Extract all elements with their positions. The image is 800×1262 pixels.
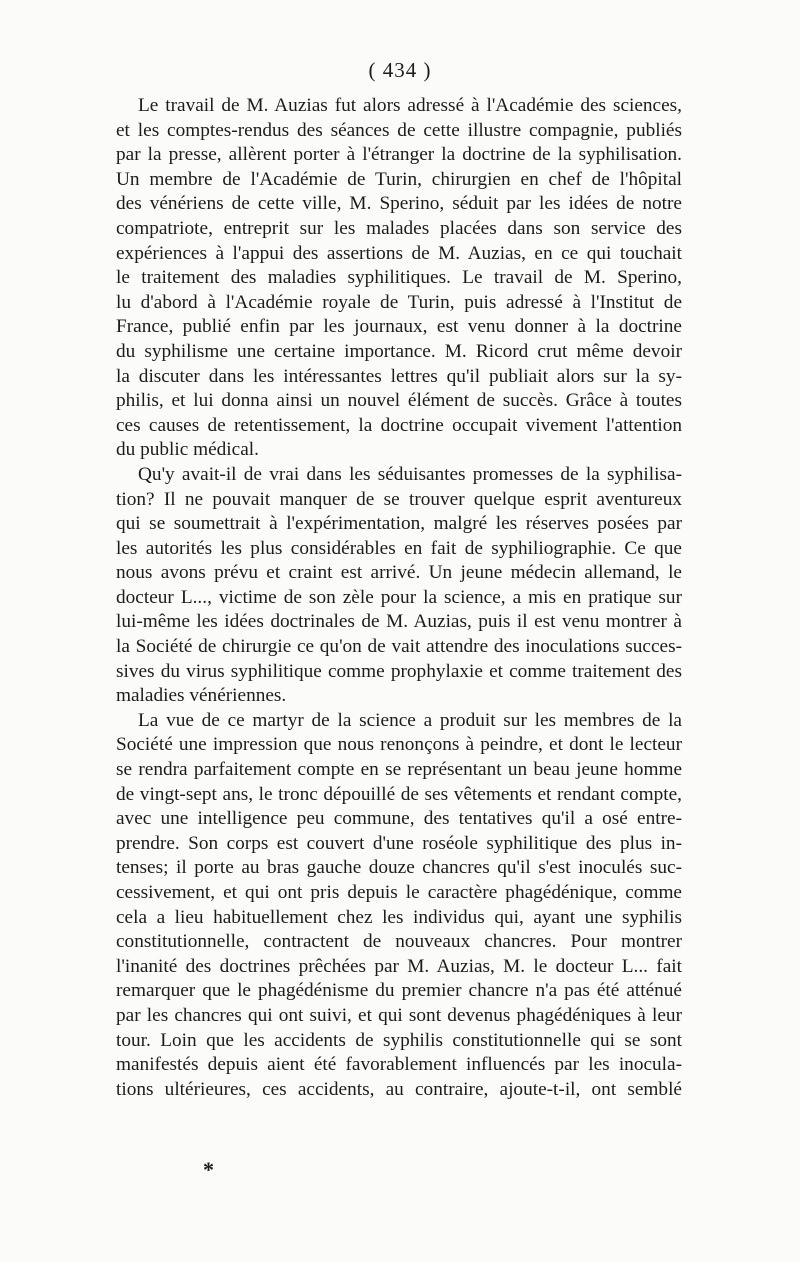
text-line: cessivement, et qui ont pris depuis le caractère phagédénique, comme [116,882,682,903]
text-line: avec une intelligence peu commune, des tentatives qu'il a osé entre- [116,808,682,830]
text-line: la discuter dans les intéressantes lettres qu'il publiait alors sur la sy- [116,365,682,387]
text-line: France, publié enfin par les journaux, est venu donner à la doctrine [116,316,682,338]
page-number: ( 434 ) [368,58,432,82]
text-line: sives du virus syphilitique comme prophylaxie et comme traitement des [116,660,682,682]
text-line: nous avons prévu et craint est arrivé. Un jeune médecin allemand, le [116,562,682,584]
text-line: tions ultérieures, ces accidents, au contraire, ajoute-t-il, ont semblé [116,1078,682,1100]
text-line: maladies vénériennes. [116,685,287,707]
text-line: expériences à l'appui des assertions de M. Auzias, en ce qui touchait [116,242,682,264]
text-line: le traitement des maladies syphilitiques. Le travail de M. Sperino, [116,267,682,289]
text-line: la Société de chirurgie ce qu'on de vait attendre des inoculations succes- [116,636,682,658]
text-line: tour. Loin que les accidents de syphilis constitutionnelle qui se sont [116,1029,682,1051]
text-line: se rendra parfaitement compte en se représentant un beau jeune homme [116,759,682,781]
text-line: prendre. Son corps est couvert d'une roséole syphilitique des plus in- [116,832,682,854]
text-line: Société une impression que nous renonçons à peindre, et dont le lecteur [116,734,682,756]
text-line: Le travail de M. Auzias fut alors adressé à l'Académie des sciences, [138,95,682,116]
text-line: La vue de ce martyr de la science a produit sur les membres de la [138,709,682,731]
text-line: lu d'abord à l'Académie royale de Turin, puis adressé à l'Institut de [116,291,682,313]
text-line: qui se soumettrait à l'expérimentation, malgré les réserves posées par [116,513,682,535]
text-line: philis, et lui donna ainsi un nouvel élément de succès. Grâce à toutes [116,390,682,412]
text-line: les autorités les plus considérables en fait de syphiliographie. Ce que [116,537,682,559]
text-line: Un membre de l'Académie de Turin, chirurgien en chef de l'hôpital [116,168,682,190]
text-line: cela a lieu habituellement chez les individus qui, ayant une syphilis [116,906,682,928]
text-line: du syphilisme une certaine importance. M. Ricord crut même devoir [116,340,682,362]
text-line: Qu'y avait-il de vrai dans les séduisantes promesses de la syphilisa- [138,463,682,485]
text-line: compatriote, entreprit sur les malades placées dans son service des [116,217,682,239]
text-line: l'inanité des doctrines prêchées par M. Auzias, M. le docteur L... fait [116,955,682,977]
footer-asterisk: * [203,1157,214,1182]
body-text [116,94,682,1102]
text-line: tenses; il porte au bras gauche douze chancres qu'il s'est inoculés suc- [116,857,682,879]
text-line: docteur L..., victime de son zèle pour la science, a mis en pratique sur [116,586,682,608]
text-line: du public médical. [116,439,259,461]
text-line: de vingt-sept ans, le tronc dépouillé de ses vêtements et rendant compte, [116,783,682,805]
text-line: ces causes de retentissement, la doctrine occupait vivement l'attention [116,414,682,436]
text-line: manifestés depuis aient été favorablement influencés par les inocula- [116,1054,682,1076]
text-line: des vénériens de cette ville, M. Sperino, séduit par les idées de notre [116,193,682,215]
text-line: tion? Il ne pouvait manquer de se trouver quelque esprit aventureux [116,488,682,510]
text-line: constitutionnelle, contractent de nouveaux chancres. Pour montrer [116,931,682,953]
text-line: par les chancres qui ont suivi, et qui sont devenus phagédéniques à leur [116,1004,682,1026]
text-line: lui-même les idées doctrinales de M. Auzias, puis il est venu montrer à [116,611,682,633]
text-line: et les comptes-rendus des séances de cette illustre compagnie, publiés [116,119,682,141]
text-line: remarquer que le phagédénisme du premier chancre n'a pas été atténué [116,980,682,1002]
text-line: par la presse, allèrent porter à l'étranger la doctrine de la syphilisation. [116,144,682,166]
